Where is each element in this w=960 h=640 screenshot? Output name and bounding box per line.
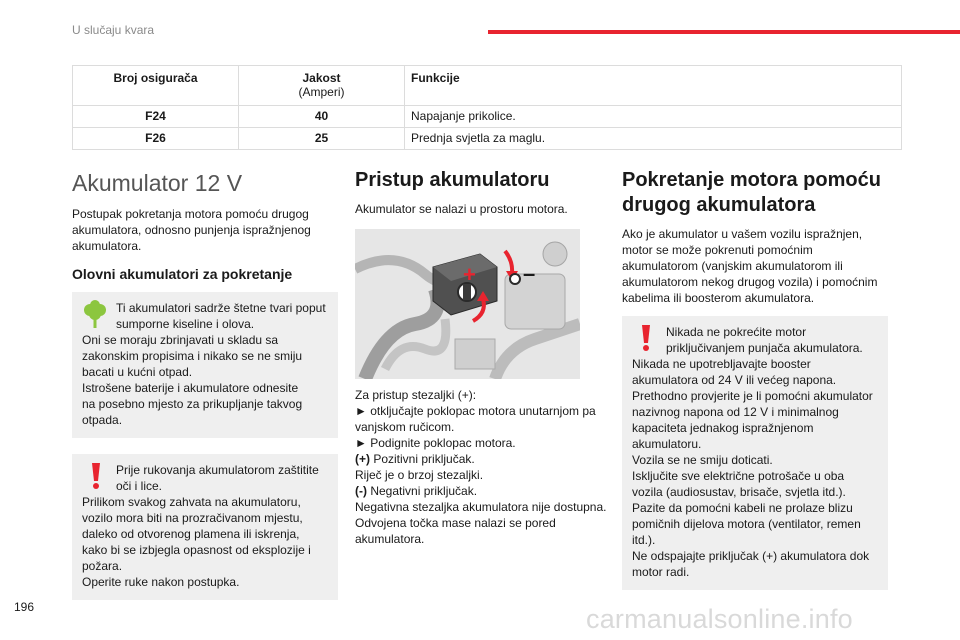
cell-function: Prednja svjetla za maglu. xyxy=(405,128,902,150)
cell-fuse: F26 xyxy=(73,128,239,150)
header-function: Funkcije xyxy=(405,66,902,106)
text-line: akumulatorom nekog drugog vozila) i pomoćnim xyxy=(622,275,878,289)
text-line: Nikada ne upotrebljavajte booster xyxy=(632,357,811,371)
text-line: Ako je akumulator u vašem vozilu ispražnjen, xyxy=(622,227,863,241)
table-header-row xyxy=(73,66,902,106)
box-first-lines xyxy=(82,300,328,332)
column-battery xyxy=(72,168,338,600)
cell-amp: 40 xyxy=(239,106,405,128)
minus-mark: – xyxy=(523,261,536,286)
text-line: Nikada ne pokrećite motor xyxy=(666,325,807,339)
text-line: vanjskom ručicom. xyxy=(355,420,455,434)
text-line: akumulatora, odnosno punjenja ispražnjenog xyxy=(72,223,311,237)
text-line: Odvojena točka mase nalazi se pored xyxy=(355,516,556,530)
text-line: akumulatora. xyxy=(72,239,142,253)
section-heading: Pristup akumulatoru xyxy=(355,169,550,191)
text-line: bacati u kućni otpad. xyxy=(82,365,193,379)
text-line: itd.). xyxy=(632,533,656,547)
header-amp-line2: (Amperi) xyxy=(298,85,345,99)
text-line: zakonskim propisima i nikako se ne smiju xyxy=(82,349,303,363)
cell-function: Napajanje prikolice. xyxy=(405,106,902,128)
heading-line: drugog akumulatora xyxy=(622,194,816,216)
text-line: Vozila se ne smiju doticati. xyxy=(632,453,773,467)
text-line: Riječ je o brzoj stezaljki. xyxy=(355,468,484,482)
text-line: Pazite da pomoćni kabeli ne prolaze blizu xyxy=(632,501,853,515)
table-row xyxy=(73,128,902,150)
access-instructions xyxy=(355,387,621,547)
column-access xyxy=(355,168,621,547)
section-heading: Akumulator 12 V xyxy=(72,170,243,196)
terminal-label-negative: (-) xyxy=(355,484,367,498)
section-heading xyxy=(622,168,888,218)
text-line: kako bi se izbjegla opasnost od eksplozije i xyxy=(82,543,311,557)
text-line: daleko od otvorenog plamena ili iskrenja, xyxy=(82,527,300,541)
column-jump-start xyxy=(622,168,888,590)
text-line: Negativni priključak. xyxy=(367,484,478,498)
cell-amp: 25 xyxy=(239,128,405,150)
text-line: motor radi. xyxy=(632,565,690,579)
header-amperage xyxy=(239,66,405,106)
text-line: Istrošene baterije i akumulatore odnesite xyxy=(82,381,299,395)
text-line: sumporne kiseline i olova. xyxy=(116,317,255,331)
text-line: akumulatoru. xyxy=(632,437,702,451)
text-line: akumulatora od 24 V ili većeg napona. xyxy=(632,373,837,387)
text-line: vozila (audiosustav, brisače, svjetla itd.). xyxy=(632,485,846,499)
terminal-label-positive: (+) xyxy=(355,452,370,466)
text-line: Prethodno provjerite je li pomoćni akumulator xyxy=(632,389,873,403)
text-line: pomičnih dijelova motora (ventilator, remen xyxy=(632,517,861,531)
watermark: carmanualsonline.info xyxy=(586,604,853,634)
text-line: motor se može pokrenuti pomoćnim xyxy=(622,243,813,257)
intro-text xyxy=(622,226,888,306)
text-line: ► Podignite poklopac motora. xyxy=(355,436,516,450)
subheading: Olovni akumulatori za pokretanje xyxy=(72,266,293,282)
text-line: kapaciteta jednakog ispražnjenom xyxy=(632,421,814,435)
text-line: Oni se moraju zbrinjavati u skladu sa xyxy=(82,333,279,347)
text-line: Prilikom svakog zahvata na akumulatoru, xyxy=(82,495,301,509)
exclamation-icon xyxy=(90,462,102,494)
warning-box xyxy=(72,454,338,600)
header-fuse: Broj osigurača xyxy=(73,66,239,106)
text-line: Prije rukovanja akumulatorom zaštitite xyxy=(116,463,319,477)
text-line: Isključite sve električne potrošače u oba xyxy=(632,469,845,483)
intro-text xyxy=(72,206,338,254)
header-amp-line1: Jakost xyxy=(302,71,341,85)
heading-line: Pokretanje motora pomoću xyxy=(622,169,881,191)
exclamation-icon xyxy=(640,324,652,356)
fuse-table xyxy=(72,65,902,150)
cell-fuse: F24 xyxy=(73,106,239,128)
text-line: kabelima ili boosterom akumulatora. xyxy=(622,291,815,305)
section-title: U slučaju kvara xyxy=(72,23,155,37)
box-first-lines xyxy=(82,462,328,494)
plus-mark: + xyxy=(463,262,476,287)
text-line: nazivnog napona od 12 V i minimalnog xyxy=(632,405,839,419)
eco-info-box xyxy=(72,292,338,438)
text-line: na posebno mjesto za prikupljanje takvog xyxy=(82,397,303,411)
text-line: ► otključajte poklopac motora unutarnjom pa xyxy=(355,404,596,418)
warning-box xyxy=(622,316,888,590)
text-line: akumulatorom (vanjskim akumulatorom ili xyxy=(622,259,843,273)
text-line: požara. xyxy=(82,559,123,573)
text-line: Operite ruke nakon postupka. xyxy=(82,575,240,589)
text-line: oči i lice. xyxy=(116,479,163,493)
text-line: akumulatora. xyxy=(355,532,425,546)
page-number: 196 xyxy=(14,600,35,614)
text-line: Za pristup stezaljki (+): xyxy=(355,388,477,402)
text-line: Ti akumulatori sadrže štetne tvari poput xyxy=(116,301,326,315)
text-line: Postupak pokretanja motora pomoću drugog xyxy=(72,207,309,221)
table-row xyxy=(73,106,902,128)
text-line: otpada. xyxy=(82,413,123,427)
text-line: Negativna stezaljka akumulatora nije dostupna. xyxy=(355,500,607,514)
box-first-lines xyxy=(632,324,878,356)
header-accent-bar xyxy=(488,30,960,34)
engine-bay-photo xyxy=(355,229,580,379)
recycle-tree-icon xyxy=(82,300,108,334)
text-line: priključivanjem punjača akumulatora. xyxy=(666,341,863,355)
intro-text: Akumulator se nalazi u prostoru motora. xyxy=(355,202,568,216)
text-line: Ne odspajajte priključak (+) akumulatora dok xyxy=(632,549,870,563)
text-line: vozilo mora biti na prozračivanom mjestu, xyxy=(82,511,303,525)
text-line: Pozitivni priključak. xyxy=(370,452,475,466)
